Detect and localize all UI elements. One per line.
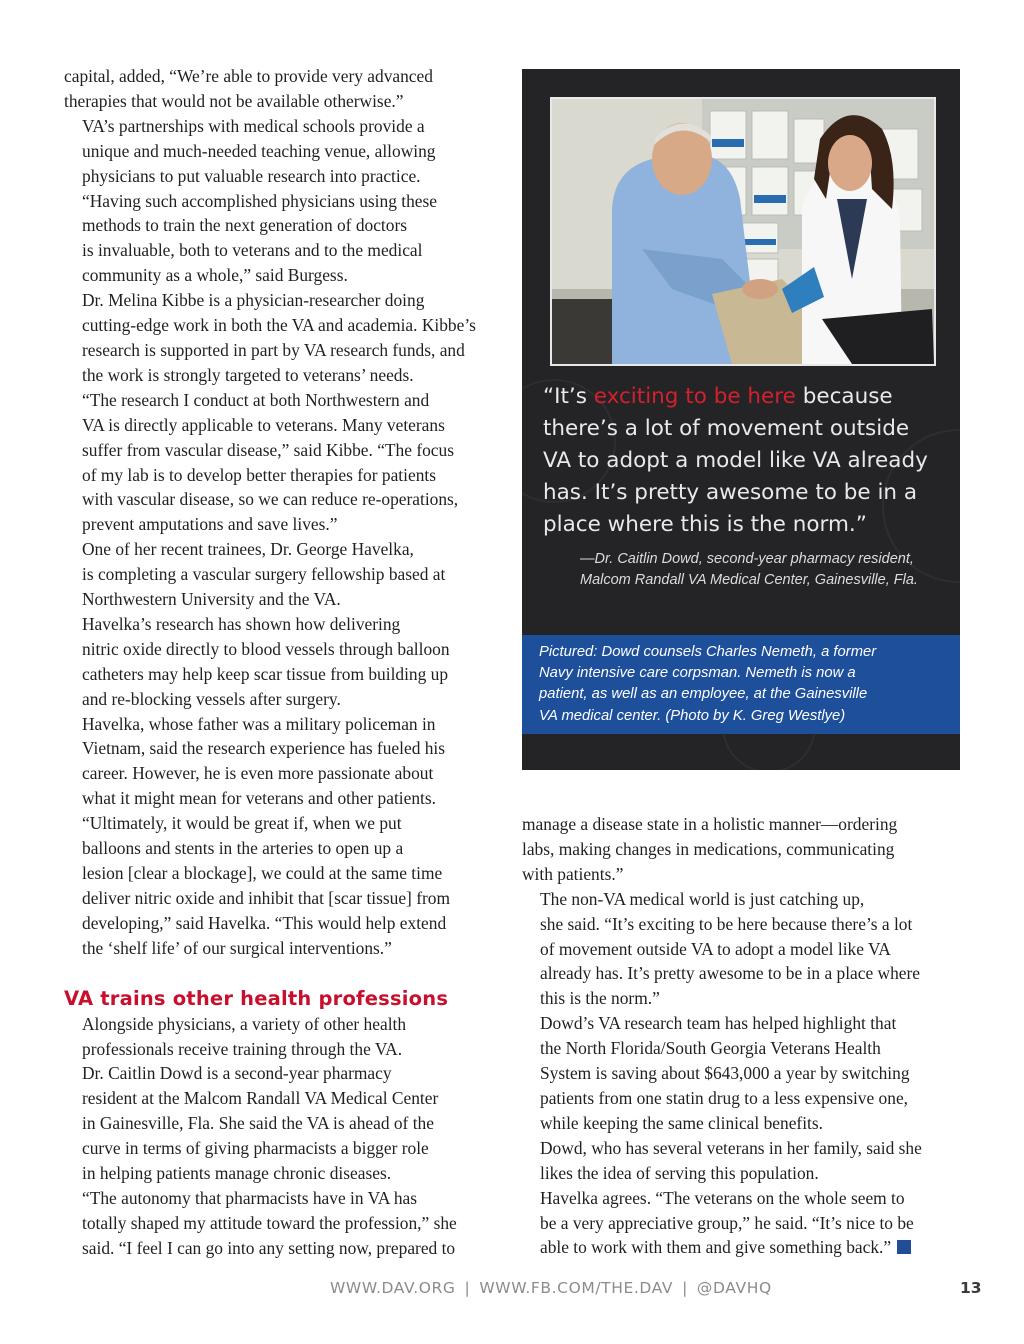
paragraph: Dowd, who has several veterans in her family, said she likes the idea of serving this population.	[540, 1137, 922, 1183]
paragraph: Dowd’s VA research team has helped highlight that the North Florida/South Georgia Veterans Health System is saving about $643,000 a year by switching patients from one statin drug to a less expensive one, while keeping the same clinical benefits.	[540, 1013, 910, 1133]
footer-link-website[interactable]: WWW.DAV.ORG	[330, 1279, 456, 1297]
footer-link-twitter[interactable]: @DAVHQ	[696, 1279, 772, 1297]
paragraph: “The autonomy that pharmacists have in VA has totally shaped my attitude toward the profession,” she said. “I feel I can go into any setting now, prepared to	[82, 1187, 457, 1258]
paragraph: One of her recent trainees, Dr. George Havelka, is completing a vascular surgery fellowship based at Northwestern University and the VA.	[82, 539, 446, 610]
paragraph: “The research I conduct at both Northwestern and VA is directly applicable to veterans. Many veterans suffer from vascular disease,” said Kibbe. “The focus of my lab is to develop better therapies for patients with vascular disease, so we can reduce re-operations, prevent amputations and save lives.”	[82, 389, 459, 535]
paragraph: capital, added, “We’re able to provide very advanced therapies that would not be available otherwise.”	[64, 66, 433, 111]
quote-highlight: exciting to be here	[593, 384, 796, 409]
footer-separator: |	[682, 1279, 688, 1297]
paragraph: Dr. Melina Kibbe is a physician-researcher doing cutting-edge work in both the VA and academia. Kibbe’s research is supported in part by VA research funds, and the work is strongly targeted to veterans’ needs.	[82, 290, 476, 385]
left-column	[64, 64, 500, 1261]
footer-link-facebook[interactable]: WWW.FB.COM/THE.DAV	[479, 1279, 674, 1297]
paragraph: VA’s partnerships with medical schools provide a unique and much-needed teaching venue, allowing physicians to put valuable research into practice.	[82, 115, 436, 186]
page-number: 13	[960, 1279, 982, 1297]
photo-pharmacist-counseling-veteran	[550, 97, 936, 366]
pull-quote-sidebar	[522, 69, 960, 770]
photo-illustration	[552, 99, 934, 364]
paragraph: Dr. Caitlin Dowd is a second-year pharmacy resident at the Malcom Randall VA Medical Center in Gainesville, Fla. She said the VA is ahead of the curve in terms of giving pharmacists a bigger role in helping patients manage chronic diseases.	[82, 1063, 439, 1184]
paragraph: Havelka agrees. “The veterans on the whole seem to be a very appreciative group,” he said. “It’s nice to be able to work with them and give something back.”	[540, 1187, 914, 1258]
paragraph: Havelka, whose father was a military policeman in Vietnam, said the research experience has fueled his career. However, he is even more passionate about what it might mean for veterans and other patients.	[82, 713, 446, 809]
paragraph: “Ultimately, it would be great if, when we put balloons and stents in the arteries to open up a lesion [clear a blockage], we could at the same time deliver nitric oxide and inhibit that [scar tissue] from developing,” said Havelka. “This would help extend the ‘shelf life’ of our surgical interventions.”	[82, 813, 450, 958]
paragraph: manage a disease state in a holistic manner—ordering labs, making changes in medications, communicating with patients.”	[522, 814, 898, 884]
paragraph: The non-VA medical world is just catching up, she said. “It’s exciting to be here because there’s a lot of movement outside VA to adopt a model like VA already has. It’s pretty awesome to be in a place where this is the norm.”	[540, 888, 921, 1009]
paragraph: Havelka’s research has shown how delivering nitric oxide directly to blood vessels through balloon catheters may help keep scar tissue from building up and re-blocking vessels after surgery.	[82, 613, 450, 709]
section-subheading: VA trains other health professions	[64, 986, 449, 1010]
end-of-article-square-icon	[897, 1240, 911, 1254]
pull-quote: “It’s exciting to be here because there’s a lot of movement outside VA to adopt a model like VA already has. It’s pretty awesome to be in a place where this is the norm.”	[543, 384, 928, 537]
photo-caption: Pictured: Dowd counsels Charles Nemeth, a former Navy intensive care corpsman. Nemeth is now a patient, as well as an employee, at the Gainesville VA medical center. (Photo by K. Greg Westlye)	[522, 635, 960, 734]
page-footer	[0, 1279, 1024, 1303]
quote-attribution: —Dr. Caitlin Dowd, second-year pharmacy resident, Malcom Randall VA Medical Center, Gainesville, Fla.	[580, 551, 918, 588]
paragraph: Alongside physicians, a variety of other health professionals receive training through the VA.	[82, 1013, 407, 1059]
right-column	[522, 812, 958, 1260]
paragraph: “Having such accomplished physicians using these methods to train the next generation of doctors is invaluable, both to veterans and to the medical community as a whole,” said Burgess.	[82, 190, 437, 286]
footer-separator: |	[464, 1279, 471, 1297]
